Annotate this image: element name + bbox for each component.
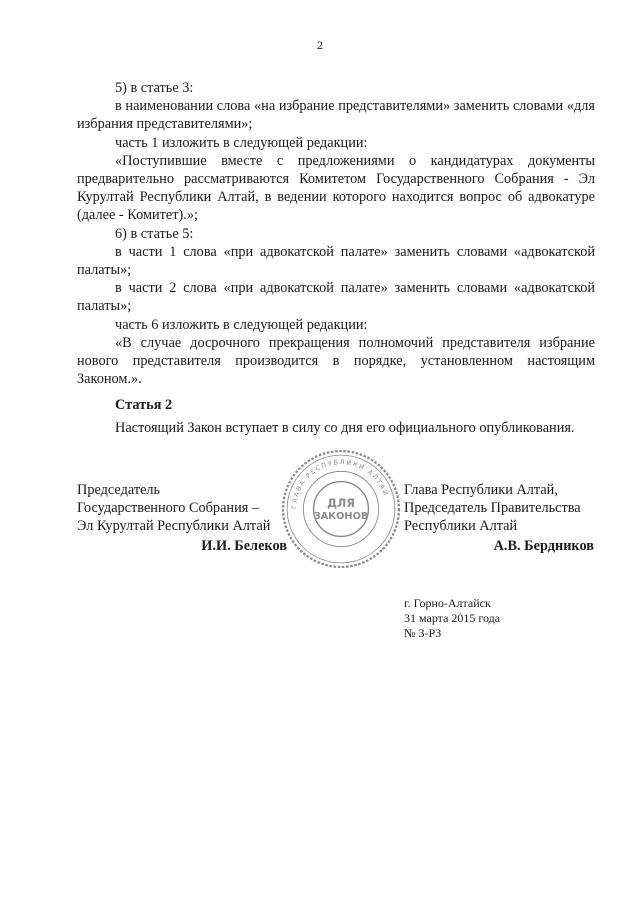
paragraph: в части 2 слова «при адвокатской палате» заменить словами «адвокатской палаты»;	[77, 280, 595, 315]
signatory-name: А.В. Бердников	[493, 537, 594, 554]
signature-title-line: Республики Алтай	[404, 518, 518, 535]
paragraph: часть 1 изложить в следующей редакции:	[115, 134, 368, 151]
stamp-center-line: ЗАКОНОВ	[313, 511, 369, 523]
law-number: № 3-РЗ	[404, 626, 442, 640]
signatory-name: И.И. Белеков	[201, 537, 287, 554]
stamp-seal	[280, 448, 402, 570]
page-number: 2	[317, 38, 323, 52]
article-text: Настоящий Закон вступает в силу со дня его официального опубликования.	[115, 419, 575, 436]
signature-right	[404, 481, 594, 555]
stamp-ring-text: ГЛАВА РЕСПУБЛИКИ АЛТАЙ	[290, 458, 390, 510]
signature-title-line: Эл Курултай Республики Алтай	[77, 518, 271, 535]
signature-title-line: Председатель	[77, 482, 161, 498]
date: 31 марта 2015 года	[404, 611, 501, 625]
city: г. Горно-Алтайск	[404, 596, 491, 610]
document-body	[77, 79, 595, 437]
paragraph: часть 6 изложить в следующей редакции:	[115, 316, 368, 333]
stamp-center-line: ДЛЯ	[327, 496, 355, 510]
signature-title-line: Государственного Собрания –	[77, 500, 260, 517]
signature-left	[77, 481, 287, 555]
signature-title-line: Председатель Правительства	[404, 500, 581, 517]
signature-title-line: Глава Республики Алтай,	[404, 482, 558, 498]
paragraph: «В случае досрочного прекращения полномочий представителя избрание нового представителя производится в порядке, установленном настоящим Законом.».	[77, 334, 595, 388]
place-date-block	[404, 596, 500, 641]
paragraph: 6) в статье 5:	[115, 225, 194, 242]
paragraph: «Поступившие вместе с предложениями о кандидатурах документы предварительно рассматриваются Комитетом Государственного Собрания - Эл Курултай Республики Алтай, в ведении которого находится вопрос об адвокатуре (далее - Комитет).»;	[77, 152, 595, 224]
paragraph: в наименовании слова «на избрание представителями» заменить словами «для избрания представителями»;	[77, 98, 595, 133]
paragraph: в части 1 слова «при адвокатской палате» заменить словами «адвокатской палаты»;	[77, 243, 595, 279]
article-heading: Статья 2	[115, 397, 173, 414]
paragraph: 5) в статье 3:	[115, 80, 194, 96]
